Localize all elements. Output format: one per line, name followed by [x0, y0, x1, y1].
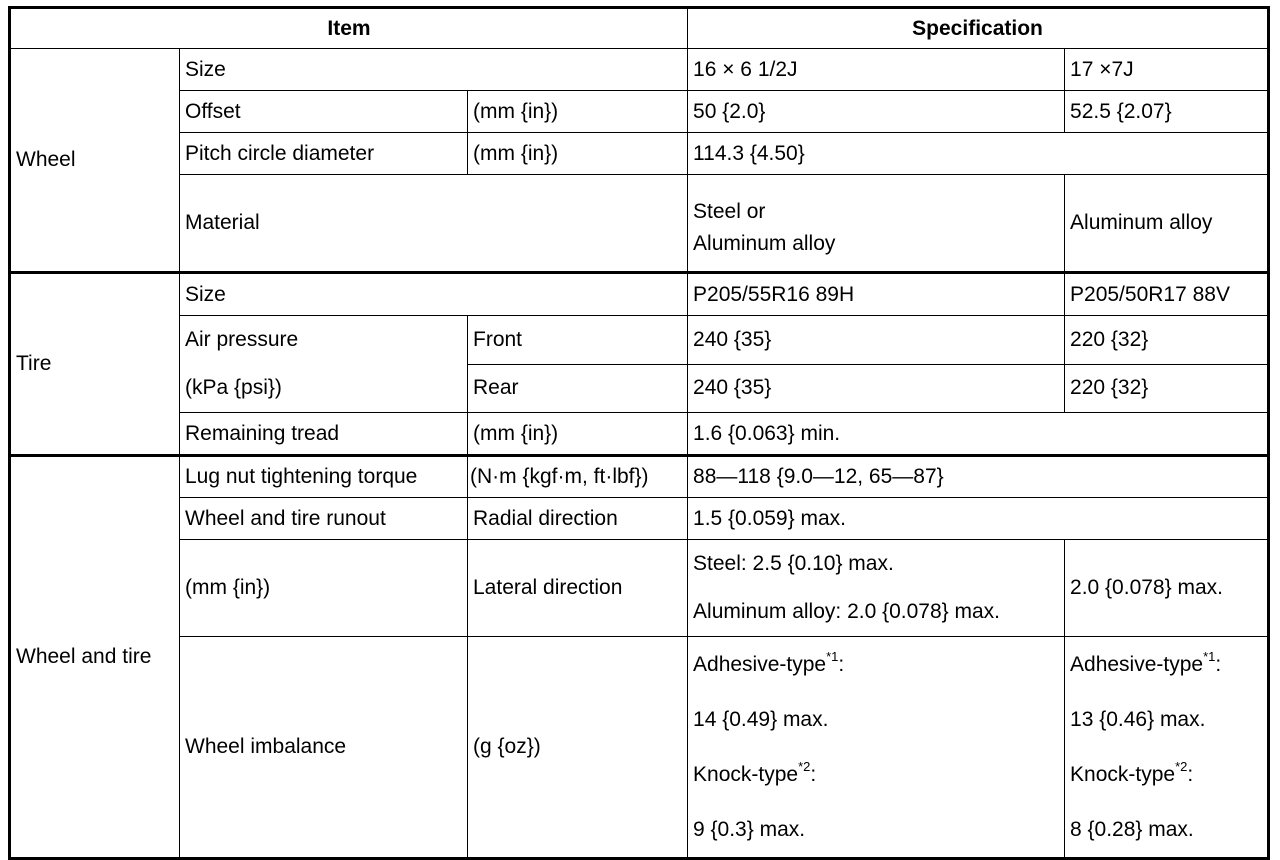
adhesive-type-16 — [693, 637, 1059, 692]
tire-tread-value: 1.6 {0.063} min. — [688, 413, 1269, 456]
runout-lateral-16 — [688, 540, 1065, 637]
wheel-material-17: Aluminum alloy — [1065, 175, 1269, 273]
material-line-2: Aluminum alloy — [693, 232, 836, 255]
knock-value-16: 9 {0.3} max. — [693, 818, 806, 841]
tire-tread-unit: (mm {in}) — [468, 413, 688, 456]
spec-sheet — [8, 6, 1270, 860]
header-specification: Specification — [688, 8, 1269, 49]
footnote-2: *2 — [1175, 759, 1188, 774]
tire-rear-label: Rear — [468, 364, 688, 413]
tire-rear-16: 240 {35} — [688, 364, 1065, 413]
lug-torque-label: Lug nut tightening torque — [180, 456, 468, 498]
lateral-steel: Steel: 2.5 {0.10} max. — [693, 552, 894, 575]
wheel-pcd-unit: (mm {in}) — [468, 133, 688, 175]
imbalance-17 — [1065, 637, 1269, 859]
wheel-pcd-value: 114.3 {4.50} — [688, 133, 1269, 175]
footnote-1: *1 — [826, 649, 839, 664]
specification-table — [8, 6, 1270, 860]
tire-pressure-unit: (kPa {psi}) — [185, 376, 282, 399]
imbalance-label: Wheel imbalance — [180, 637, 468, 859]
lateral-aluminum: Aluminum alloy: 2.0 {0.078} max. — [693, 600, 1001, 623]
table-row — [10, 316, 1269, 365]
group-wheel: Wheel — [10, 49, 180, 273]
adhesive-value-17: 13 {0.46} max. — [1070, 708, 1206, 731]
group-wheel-and-tire: Wheel and tire — [10, 456, 180, 859]
knock-type-17 — [1070, 747, 1262, 802]
table-row — [10, 637, 1269, 859]
wheel-offset-label: Offset — [180, 91, 468, 133]
runout-radial-label: Radial direction — [468, 498, 688, 540]
imbalance-unit: (g {oz}) — [468, 637, 688, 859]
table-row — [10, 273, 1269, 316]
table-row — [10, 133, 1269, 175]
tire-size-17: P205/50R17 88V — [1065, 273, 1269, 316]
wheel-offset-17: 52.5 {2.07} — [1065, 91, 1269, 133]
material-line-1: Steel or — [693, 200, 766, 223]
tire-rear-17: 220 {32} — [1065, 364, 1269, 413]
adhesive-value-16: 14 {0.49} max. — [693, 708, 829, 731]
tire-tread-label: Remaining tread — [180, 413, 468, 456]
tire-size-label: Size — [180, 273, 688, 316]
group-tire: Tire — [10, 273, 180, 456]
table-row — [10, 413, 1269, 456]
table-row — [10, 175, 1269, 273]
colon: : — [838, 653, 845, 676]
wheel-offset-unit: (mm {in}) — [468, 91, 688, 133]
table-row — [10, 540, 1269, 637]
runout-radial-value: 1.5 {0.059} max. — [688, 498, 1269, 540]
tire-front-16: 240 {35} — [688, 316, 1065, 365]
tire-pressure-label: Air pressure — [185, 328, 299, 351]
colon: : — [810, 763, 817, 786]
table-row — [10, 456, 1269, 498]
tire-size-16: P205/55R16 89H — [688, 273, 1065, 316]
knock-value-17: 8 {0.28} max. — [1070, 818, 1194, 841]
knock-type-16 — [693, 747, 1059, 802]
table-row — [10, 91, 1269, 133]
wheel-material-label: Material — [180, 175, 688, 273]
runout-unit: (mm {in}) — [180, 540, 468, 637]
tire-front-17: 220 {32} — [1065, 316, 1269, 365]
runout-label: Wheel and tire runout — [180, 498, 468, 540]
knock-label: Knock-type — [693, 763, 799, 786]
wheel-size-label: Size — [180, 49, 688, 91]
wheel-size-16: 16 × 6 1/2J — [688, 49, 1065, 91]
footnote-1: *1 — [1203, 649, 1216, 664]
header-item: Item — [10, 8, 688, 49]
lug-torque-value: 88—118 {9.0—12, 65—87} — [688, 456, 1269, 498]
runout-lateral-17: 2.0 {0.078} max. — [1065, 540, 1269, 637]
colon: : — [1187, 763, 1194, 786]
tire-front-label: Front — [468, 316, 688, 365]
imbalance-16 — [688, 637, 1065, 859]
adhesive-label: Adhesive-type — [693, 653, 827, 676]
adhesive-type-17 — [1070, 637, 1262, 692]
wheel-size-17: 17 ×7J — [1065, 49, 1269, 91]
table-row — [10, 49, 1269, 91]
runout-lateral-label: Lateral direction — [468, 540, 688, 637]
lug-torque-unit: (N·m {kgf·m, ft·lbf}) — [468, 456, 688, 498]
colon: : — [1215, 653, 1222, 676]
header-row — [10, 8, 1269, 49]
wheel-offset-16: 50 {2.0} — [688, 91, 1065, 133]
wheel-pcd-label: Pitch circle diameter — [180, 133, 468, 175]
tire-pressure-label-cell — [180, 316, 468, 413]
adhesive-label: Adhesive-type — [1070, 653, 1204, 676]
footnote-2: *2 — [798, 759, 811, 774]
wheel-material-16 — [688, 175, 1065, 273]
table-row — [10, 498, 1269, 540]
knock-label: Knock-type — [1070, 763, 1176, 786]
